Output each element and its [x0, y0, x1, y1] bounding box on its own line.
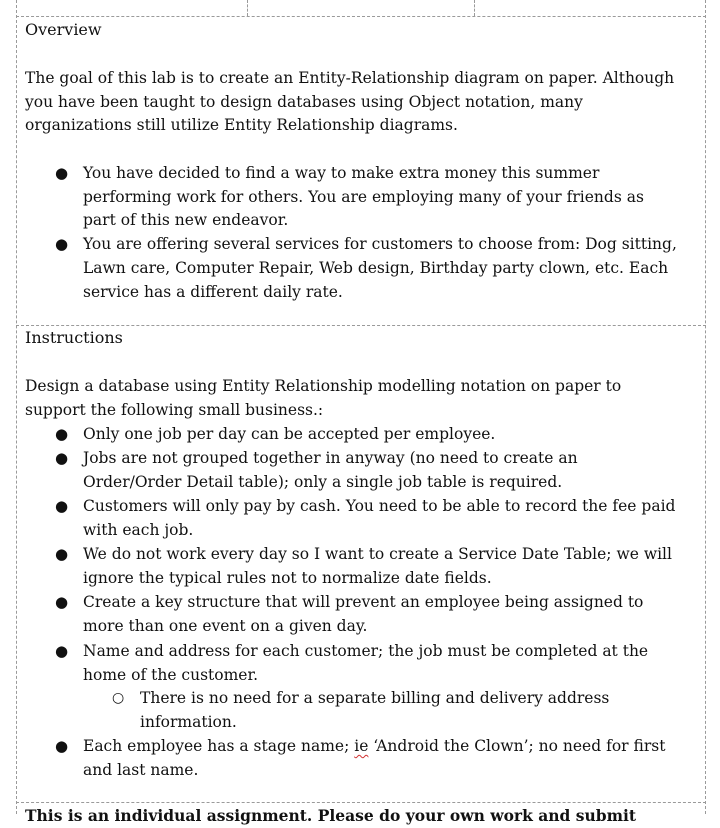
instructions-bullet-6-line-1: Name and address for each customer; the job must be completed at the	[83, 642, 649, 660]
table-border-left	[16, 0, 17, 814]
bullet-icon: ●	[55, 497, 69, 515]
instructions-sub-bullet-line-1: There is no need for a separate billing and delivery address	[140, 689, 610, 707]
overview-intro-line-3: organizations still utilize Entity Relationship diagrams.	[25, 116, 458, 134]
bullet-icon: ●	[55, 235, 69, 253]
instructions-bullet-2-line-1: Jobs are not grouped together in anyway (no need to create an	[83, 449, 578, 467]
overview-bullet-1-line-1: You have decided to find a way to make extra money this summer	[83, 164, 600, 182]
bullet-icon: ●	[55, 593, 69, 611]
overview-bullet-1-line-2: performing work for others. You are employing many of your friends as	[83, 188, 644, 206]
bullet-icon: ●	[55, 642, 69, 660]
instructions-title: Instructions	[25, 328, 123, 347]
instructions-bullet-1-line-1: Only one job per day can be accepted per employee.	[83, 425, 496, 443]
stage-name-suffix: ‘Android the Clown’; no need for first	[368, 737, 666, 755]
instructions-bullet-3-line-1: Customers will only pay by cash. You need to be able to record the fee paid	[83, 497, 676, 515]
sub-bullet-icon: ○	[112, 690, 125, 706]
bullet-icon: ●	[55, 425, 69, 443]
instructions-bullet-7-line-2: and last name.	[83, 761, 199, 779]
instructions-sub-bullet-line-2: information.	[140, 713, 237, 731]
instructions-bullet-4-line-1: We do not work every day so I want to create a Service Date Table; we will	[83, 545, 672, 563]
overview-bullet-1-line-3: part of this new endeavor.	[83, 211, 289, 229]
table-row-border-top	[16, 16, 706, 17]
table-row-border-bottom	[16, 802, 706, 803]
overview-bullet-2-line-2: Lawn care, Computer Repair, Web design, Birthday party clown, etc. Each	[83, 259, 669, 277]
instructions-bullet-4-line-2: ignore the typical rules not to normalize date fields.	[83, 569, 492, 587]
cutoff-footer-line: This is an individual assignment. Please do your own work and submit	[25, 806, 637, 825]
table-border-right	[705, 0, 706, 814]
table-divider-top-1	[247, 0, 248, 16]
overview-title: Overview	[25, 20, 102, 39]
spelling-error-word[interactable]: ie	[354, 737, 369, 755]
overview-bullet-2-line-3: service has a different daily rate.	[83, 283, 343, 301]
instructions-bullet-7-line-1	[83, 734, 703, 758]
bullet-icon: ●	[55, 449, 69, 467]
cutoff-footer-text	[25, 804, 705, 825]
bullet-icon: ●	[55, 737, 69, 755]
instructions-bullet-5-line-2: more than one event on a given day.	[83, 617, 368, 635]
bullet-icon: ●	[55, 545, 69, 563]
instructions-bullet-2-line-2: Order/Order Detail table); only a single job table is required.	[83, 473, 563, 491]
instructions-bullet-3-line-2: with each job.	[83, 521, 194, 539]
overview-intro-line-2: you have been taught to design databases using Object notation, many	[25, 93, 583, 111]
overview-intro-line-1: The goal of this lab is to create an Entity-Relationship diagram on paper. Although	[25, 69, 675, 87]
instructions-intro-line-2: support the following small business.:	[25, 401, 324, 419]
overview-bullet-2-line-1: You are offering several services for customers to choose from: Dog sitting,	[83, 235, 677, 253]
bullet-icon: ●	[55, 164, 69, 182]
instructions-intro-line-1: Design a database using Entity Relationship modelling notation on paper to	[25, 377, 622, 395]
instructions-bullet-6-line-2: home of the customer.	[83, 666, 259, 684]
stage-name-prefix: Each employee has a stage name;	[83, 737, 355, 755]
table-divider-top-2	[474, 0, 475, 16]
instructions-bullet-5-line-1: Create a key structure that will prevent an employee being assigned to	[83, 593, 644, 611]
